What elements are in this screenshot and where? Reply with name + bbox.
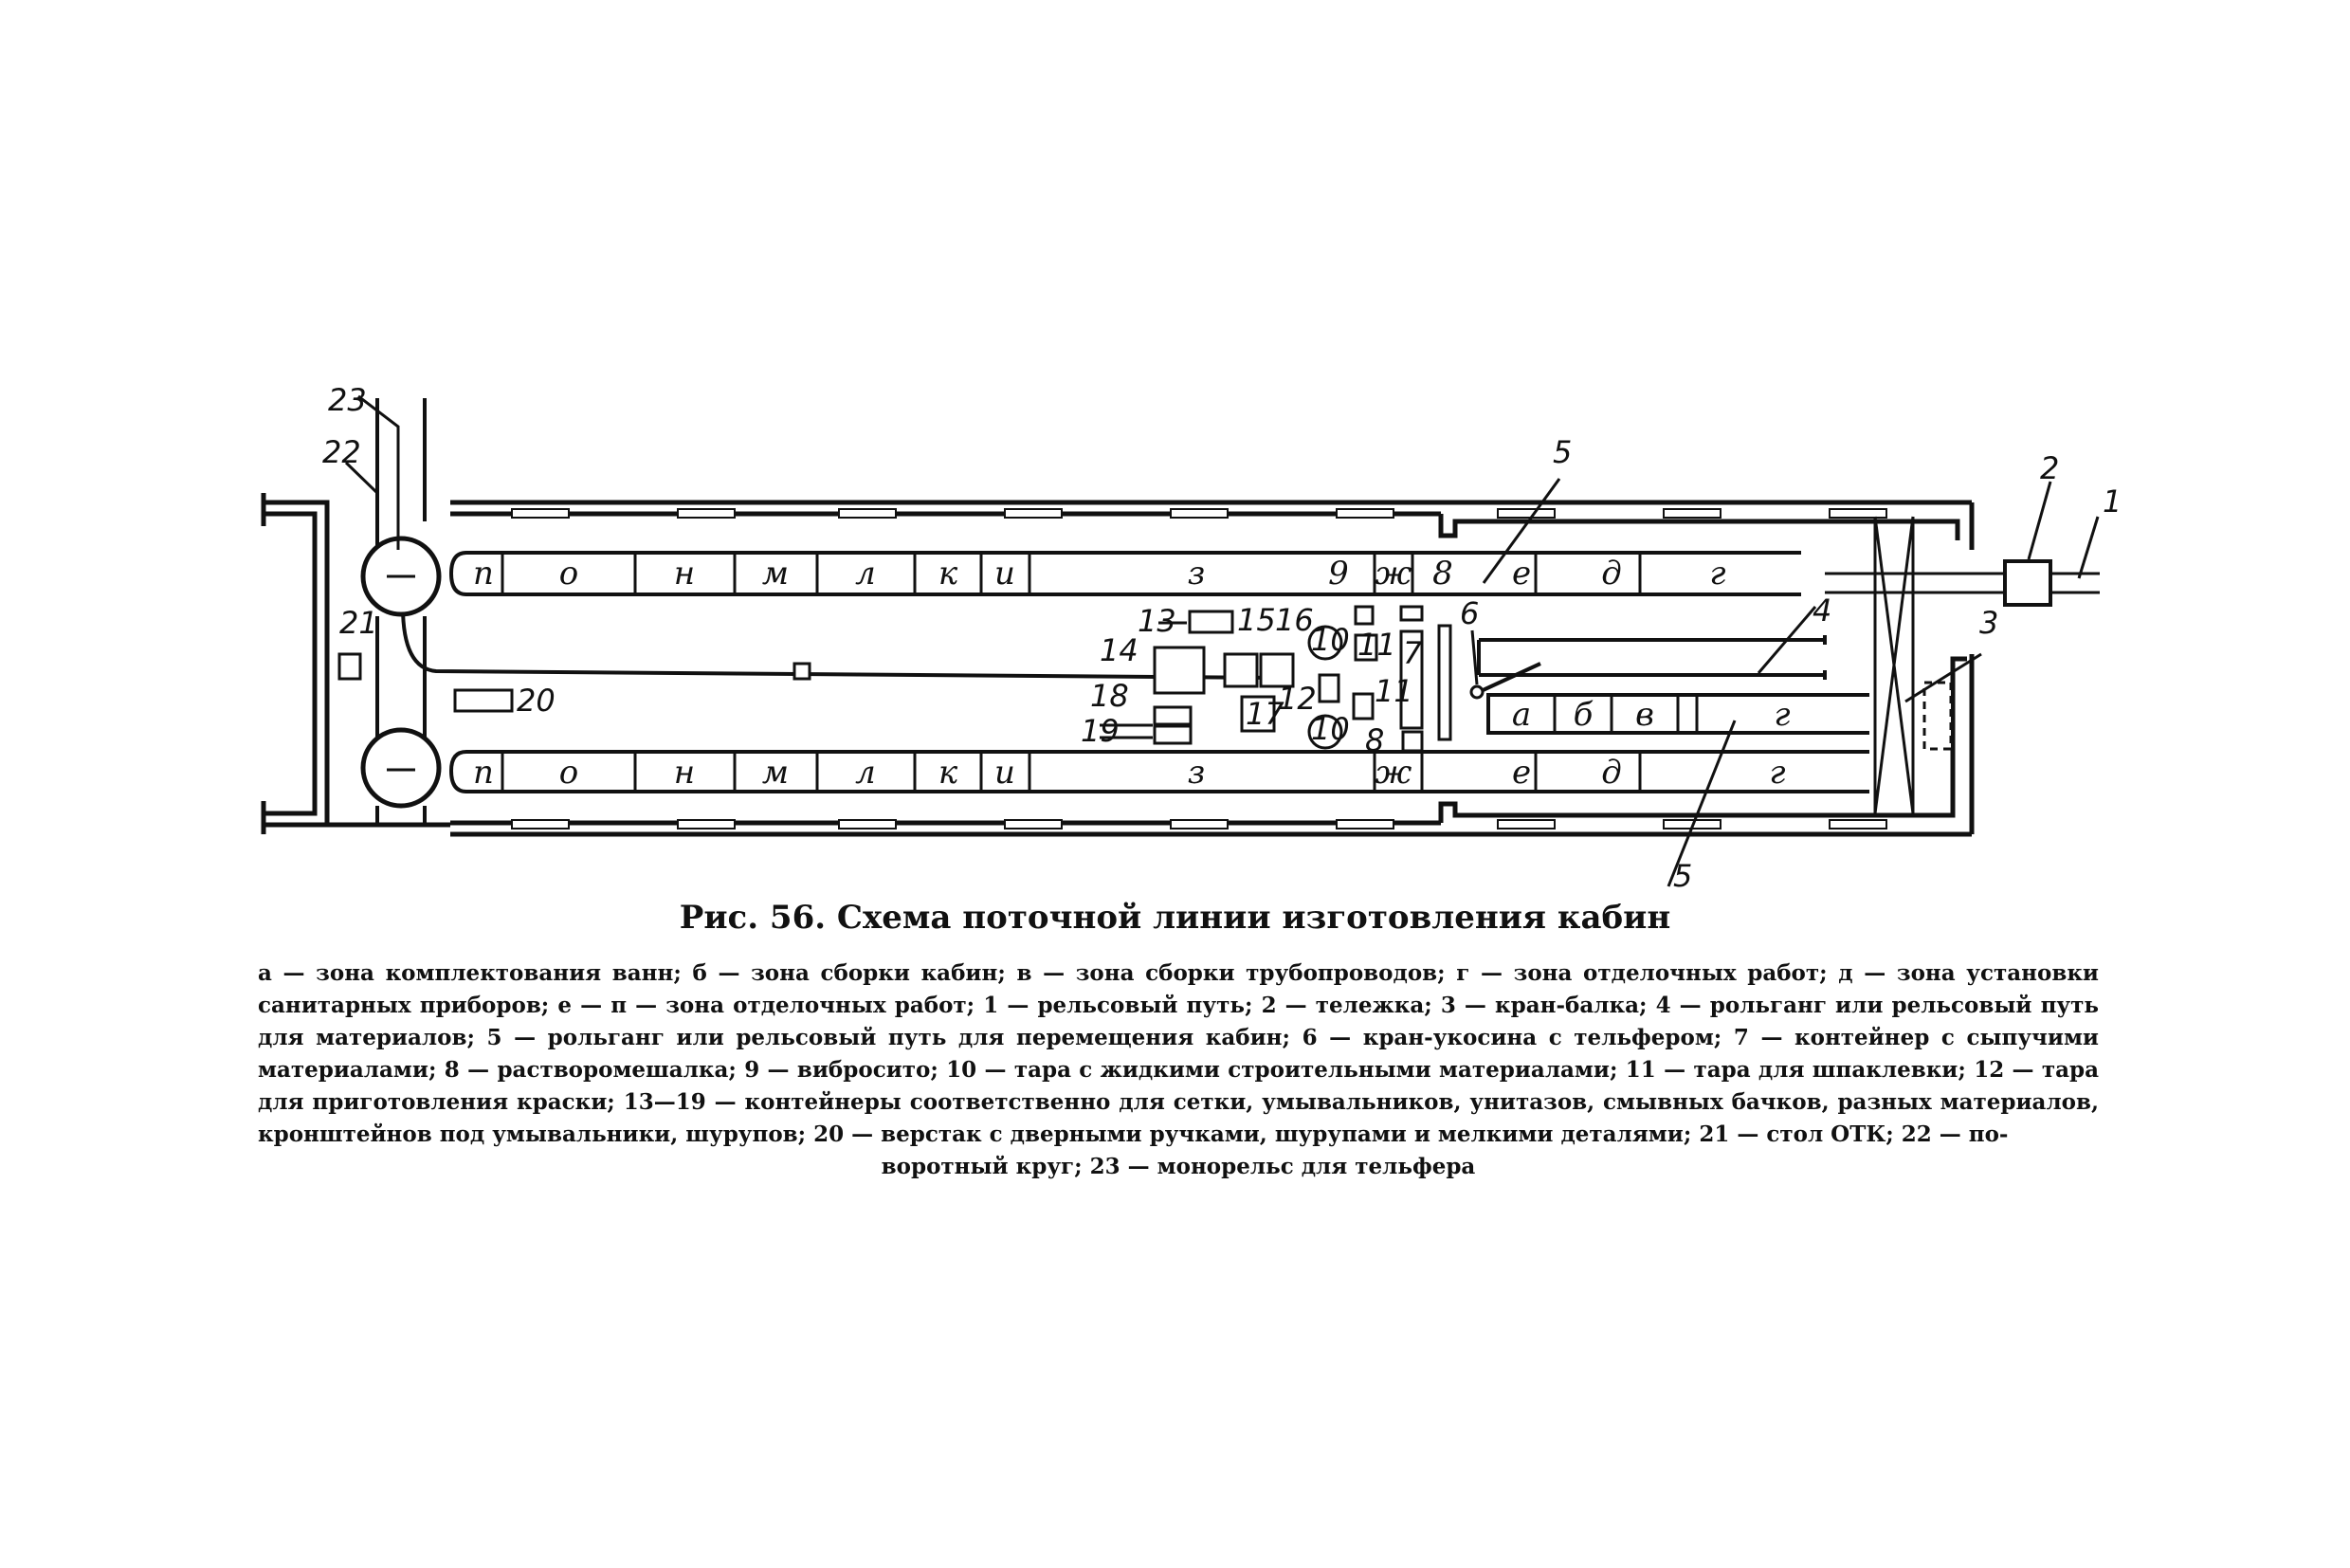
callout-20: 20: [517, 683, 556, 719]
zone-label: и: [994, 555, 1015, 593]
figure-legend: [258, 957, 2099, 1183]
callout-13: 13: [1138, 603, 1176, 639]
zone-label: в: [1635, 696, 1654, 734]
cart-end-stop: [1924, 683, 1951, 749]
zone-label: л: [855, 555, 876, 593]
zone-label: п: [473, 555, 494, 593]
rail-track: [1825, 574, 2100, 593]
zone-label: н: [673, 555, 696, 593]
callout-3: 3: [1979, 605, 1999, 641]
assembly-line: [1488, 695, 1869, 733]
zone-label: е: [1511, 555, 1532, 593]
zone-label: а: [1511, 696, 1532, 734]
callout-18: 18: [1090, 678, 1129, 714]
callout-8: 8: [1365, 722, 1385, 758]
bottom-line-zones: [473, 754, 1786, 792]
mixer-8-top-b: [1401, 607, 1422, 620]
jib-crane-pivot: [1471, 686, 1483, 698]
container-19: [1155, 726, 1191, 743]
zone-label: ж: [1375, 754, 1412, 792]
callout-16: 16: [1275, 602, 1314, 638]
callout-10-top: 10: [1311, 622, 1350, 658]
container-18: [1155, 707, 1191, 724]
leader-lines: [346, 396, 2098, 886]
zone-label: о: [558, 555, 579, 593]
top-line: [451, 553, 1801, 594]
callout-14: 14: [1100, 632, 1139, 668]
cart: [2005, 561, 2050, 605]
zone-label: и: [994, 754, 1015, 792]
callout-21: 21: [339, 605, 378, 641]
legend-text: а — зона комплектования ванн; б — зона сборки кабин; в — зона сборки трубопроводов; г — зона отделочных работ; д — зона установки санитарных приборов; е — п — зона отделочных работ; 1 — рельсовый путь; 2 — тележка; 3 — кран-балка; 4 — рольганг или рельсовый путь для материалов; 5 — рольганг или рельсовый путь для перемещения кабин; 6 — кран-укосина с тельфером; 7 — контейнер с сыпучими материалами; 8 — растворомешалка; 9 — вибросито; 10 — тара с жидкими строительными материалами; 11 — тара для шпаклевки; 12 — тара для приготовления краски; 13—19 — контейнеры соответственно для сетки, умывальников, унитазов, смывных бачков, разных материалов, кронштейнов под умывальники, шурупов; 20 — верстак с дверными ручками, шурупами и мелкими деталями; 21 — стол ОТК; 22 — по-: [258, 960, 2099, 1147]
crane-beam: [1875, 517, 1913, 813]
zone-label: г: [1774, 696, 1791, 734]
callout-12: 12: [1278, 681, 1317, 717]
callout-1: 1: [2103, 483, 2122, 520]
zone-label: з: [1187, 754, 1206, 792]
container-14: [1155, 647, 1204, 693]
zone-label: о: [558, 754, 579, 792]
callout-17: 17: [1246, 696, 1284, 732]
zone-label: м: [761, 555, 790, 593]
zone-label: п: [473, 754, 494, 792]
tank-12: [1320, 675, 1339, 702]
callout-2: 2: [2040, 450, 2060, 486]
callout-10-bottom: 10: [1311, 711, 1350, 747]
callout-5-bottom: 5: [1673, 858, 1693, 894]
tank-11: [1354, 694, 1373, 719]
callout-11-top: 11: [1357, 627, 1396, 663]
zone-label: к: [938, 754, 958, 792]
bottom-line: [451, 752, 1869, 792]
zone-label: н: [673, 754, 696, 792]
callout-22: 22: [322, 434, 361, 470]
mixer-8-top: [1356, 607, 1373, 624]
figure-caption: Рис. 56. Схема поточной линии изготовления кабин: [679, 899, 1671, 937]
callout-6: 6: [1460, 595, 1480, 631]
callout-4: 4: [1813, 593, 1832, 629]
zone-label: г: [1709, 555, 1726, 593]
jib-crane-arm: [1479, 664, 1540, 692]
mixer-8: [1403, 732, 1422, 751]
zone-label: з: [1187, 555, 1206, 593]
zone-label: к: [938, 555, 958, 593]
monorail-carriage: [794, 664, 810, 679]
legend-last-line: воротный круг; 23 — монорельс для тельфера: [881, 1154, 1476, 1179]
container-15: [1225, 654, 1257, 686]
workbench: [455, 690, 512, 711]
top-line-zones: [473, 555, 1726, 593]
zone-label: л: [855, 754, 876, 792]
zone-label: м: [761, 754, 790, 792]
zone-label: б: [1573, 696, 1594, 734]
zone-label: г: [1769, 754, 1786, 792]
central-partition: [1439, 626, 1450, 739]
callout-7: 7: [1403, 635, 1423, 671]
zone-label: 8: [1432, 555, 1453, 593]
zone-label: 9: [1328, 555, 1349, 593]
zone-label: д: [1601, 555, 1622, 593]
inspection-table: [339, 654, 360, 679]
zone-label: е: [1511, 754, 1532, 792]
callout-23: 23: [328, 382, 367, 418]
zone-label: ж: [1375, 555, 1412, 593]
zone-label: д: [1601, 754, 1622, 792]
callout-15: 15: [1237, 602, 1276, 638]
container-13: [1190, 611, 1232, 632]
turntable-top: [363, 538, 439, 614]
callout-5-top: 5: [1553, 434, 1573, 470]
callout-11: 11: [1375, 673, 1413, 709]
callout-19: 19: [1081, 713, 1120, 749]
turntable-bottom: [363, 730, 439, 806]
